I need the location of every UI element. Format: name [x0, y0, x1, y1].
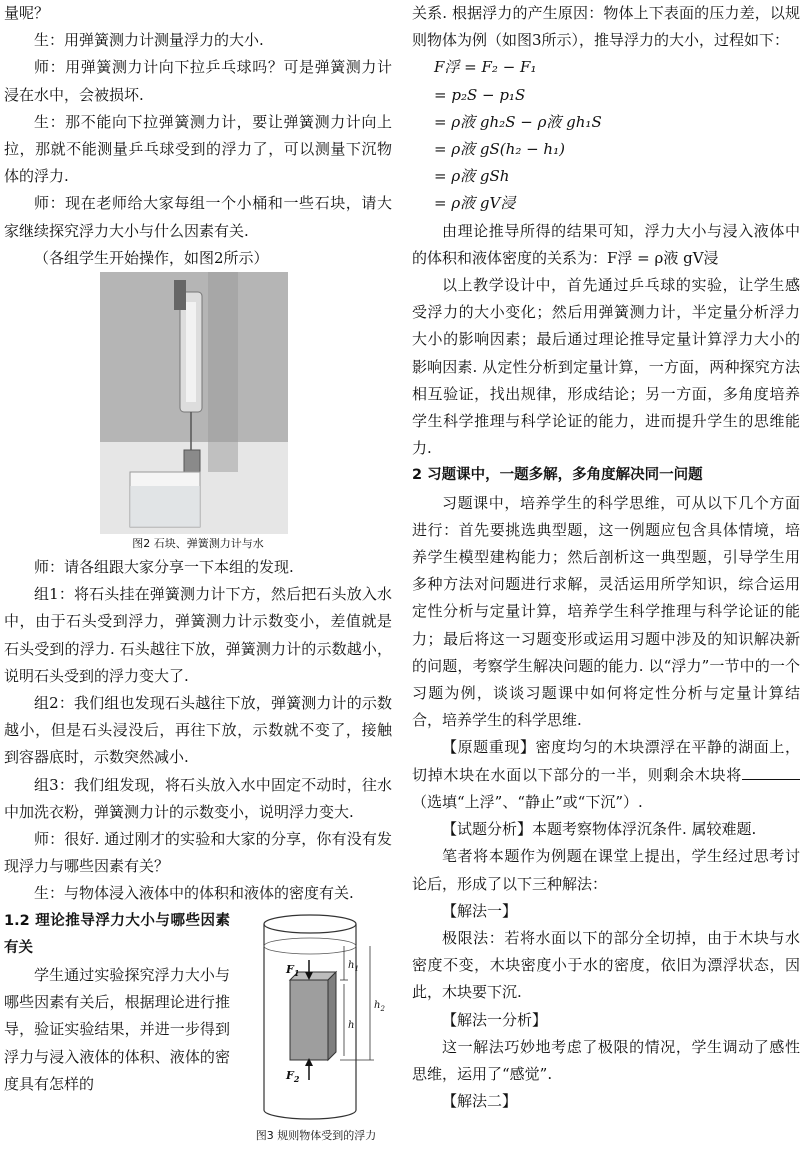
label-h: h	[348, 1019, 355, 1031]
answer-blank	[742, 765, 800, 780]
question-options: （选填“上浮”、“静止”或“下沉”）.	[412, 792, 643, 811]
paragraph: 组3：我们组发现，将石头放入水中固定不动时，往水中加洗衣粉，弹簧测力计的示数变小，说明浮力变大.	[4, 775, 392, 821]
formula-line: = p₂S − p₁S	[434, 85, 526, 104]
left-column	[4, 0, 392, 1143]
figure-2-illustration	[100, 272, 288, 534]
paragraph: 由理论推导所得的结果可知，浮力大小与浸入液体中的体积和液体密度的关系为：F浮 = ρ液 gV浸	[412, 221, 800, 267]
label-f2: $F_2$	[286, 1068, 300, 1084]
paragraph: 【解法一分析】	[442, 1010, 548, 1029]
paragraph: 这一解法巧妙地考虑了极限的情况，学生调动了感性思维，运用了“感觉”.	[412, 1037, 800, 1083]
paragraph: 生：与物体浸入液体中的体积和液体的密度有关.	[34, 884, 354, 903]
paragraph: 习题课中，培养学生的科学思维，可从以下几个方面进行：首先要挑选典型题，这一例题应包含具体情境，培养学生模型建构能力；然后剖析这一典型题，引导学生用多种方法对问题进行求解，灵活运用所学知识，综合运用定性分析与定量计算，培养学生科学推理与科学论证的能力；最后将这一习题变形或运用习题中涉及的知识解决新的问题，考察学生解决问题的能力. 以“浮力”一节中的一个习题为例，谈谈习题课中如何将定性分析与定量计算结合，培养学生的科学思维.	[412, 493, 800, 730]
formula-line: = ρ液 gV浸	[434, 194, 516, 213]
paragraph: 【试题分析】本题考察物体浮沉条件. 属较难题.	[442, 820, 757, 839]
paragraph: 生：那不能向下拉弹簧测力计，要让弹簧测力计向上拉，那就不能测量乒乓球受到的浮力了，可以测量下沉物体的浮力.	[4, 112, 392, 186]
formula-line: = ρ液 gh₂S − ρ液 gh₁S	[434, 112, 602, 131]
right-column	[412, 0, 800, 1115]
paragraph: 生：用弹簧测力计测量浮力的大小.	[34, 31, 264, 50]
paragraph: 以上教学设计中，首先通过乒乓球的实验，让学生感受浮力的大小变化；然后用弹簧测力计，半定量分析浮力大小的影响因素；最后通过理论推导定量计算浮力大小的影响因素. 从定性分析到定量计算，一方面，两种探究方法相互验证，找出规律，形成结论；另一方面，多角度培养学生科学推理与科学论证的能力，进而提升学生的思维能力.	[412, 276, 800, 458]
paragraph: 笔者将本题作为例题在课堂上提出，学生经过思考讨论后，形成了以下三种解法：	[412, 847, 800, 893]
paragraph	[412, 734, 800, 816]
paragraph: 组2：我们组也发现石头越往下放，弹簧测力计的示数越小，但是石头浸没后，再往下放，示数就不变了，接触到容器底时，示数突然减小.	[4, 694, 392, 767]
paragraph: 关系. 根据浮力的产生原因：物体上下表面的压力差，以规则物体为例（如图3所示），推导浮力的大小，过程如下：	[412, 4, 800, 50]
figure-2-photo	[100, 272, 288, 534]
paragraph: 师：现在老师给大家每组一个小桶和一些石块，请大家继续探究浮力大小与什么因素有关.	[4, 194, 392, 240]
figure-3-caption: 图3 规则物体受到的浮力	[255, 1129, 377, 1143]
paragraph: 极限法：若将水面以下的部分全切掉，由于木块与水密度不变，木块密度小于水的密度，依旧为漂浮状态，因此，木块要下沉.	[412, 928, 800, 1002]
paragraph: 师：用弹簧测力计向下拉乒乓球吗？可是弹簧测力计浸在水中，会被损坏.	[4, 58, 392, 104]
formula-line: = ρ液 gS(h₂ − h₁)	[434, 140, 565, 159]
formula-line: = ρ液 gSh	[434, 167, 510, 186]
section-heading: 2 习题课中，一题多解，多角度解决同一问题	[412, 467, 703, 484]
figure-2-caption: 图2 石块、弹簧测力计与水	[132, 537, 264, 551]
paragraph: 【解法二】	[442, 1092, 518, 1111]
formula-line: F浮 = F₂ − F₁	[434, 58, 537, 77]
figure-3-illustration	[240, 902, 392, 1130]
paragraph: 学生通过实验探究浮力大小与哪些因素有关后，根据理论进行推导，验证实验结果，并进一步得到浮力与浸入液体的体积、液体的密度具有怎样的	[4, 966, 230, 1093]
paragraph: 师：很好. 通过刚才的实验和大家的分享，你有没有发现浮力与哪些因素有关？	[4, 830, 392, 876]
label-h2: $h_2$	[374, 999, 385, 1013]
label-f1: $F_1$	[286, 962, 300, 978]
label-h1: $h_1$	[348, 959, 359, 973]
paragraph: 师：请各组跟大家分享一下本组的发现.	[34, 558, 294, 577]
section-1-2	[4, 908, 392, 1143]
paragraph: 组1：将石头挂在弹簧测力计下方，然后把石头放入水中，由于石头受到浮力，弹簧测力计示数变小，差值就是石头受到的浮力. 石头越往下放，弹簧测力计的示数越小，说明石头受到的浮力变大了.	[4, 585, 392, 685]
paragraph: 【解法一】	[442, 901, 518, 920]
section-heading: 1.2 理论推导浮力大小与哪些因素有关	[4, 912, 230, 956]
question-text: 【原题重现】密度均匀的木块漂浮在平静的湖面上，切掉木块在水面以下部分的一半，则剩余木块将	[412, 738, 800, 784]
figure-3	[240, 902, 392, 1152]
paragraph: 量呢？	[4, 4, 50, 22]
paragraph: （各组学生开始操作，如图2所示）	[34, 248, 269, 267]
